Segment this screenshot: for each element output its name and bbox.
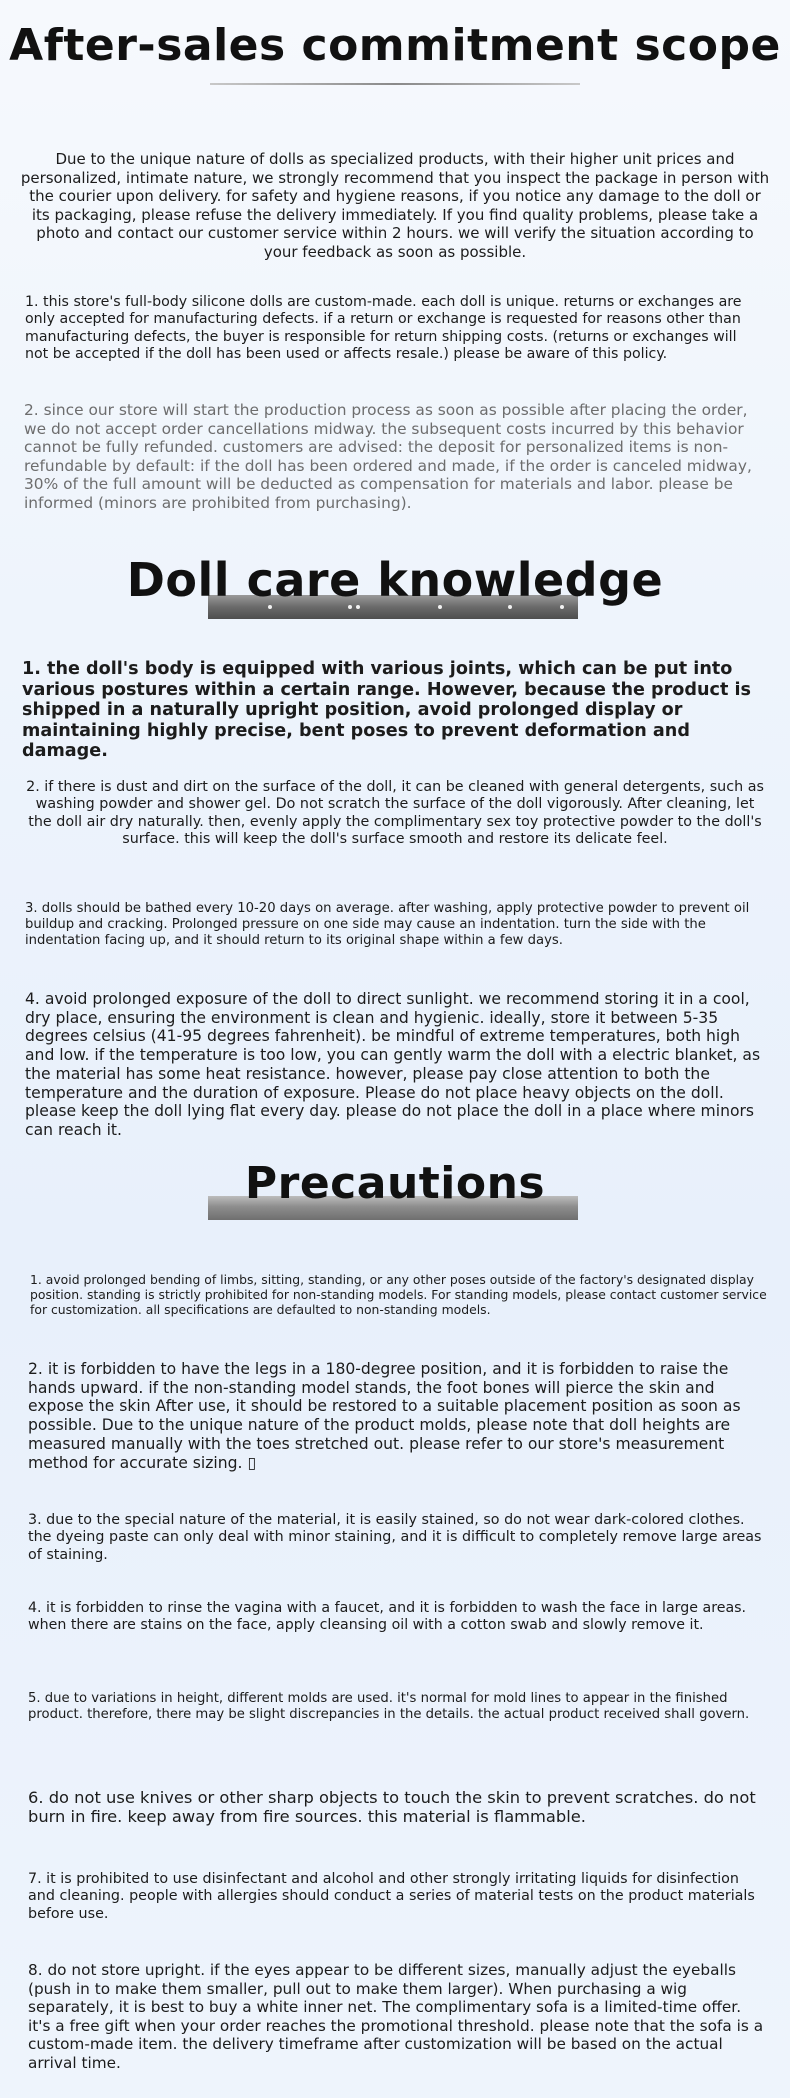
precaution-item-3: 3. due to the special nature of the material, it is easily stained, so do not wear dark-colored clothes. the dyeing paste can only deal with minor staining, and it is difficult to completely remove large areas of staining. [28, 1512, 762, 1563]
precautions-title: Precautions [244, 1158, 546, 1209]
precaution-item-2: 2. it is forbidden to have the legs in a 180-degree position, and it is forbidden to raise the hands upward. if the non-standing model stands, the foot bones will pierce the skin and expose the skin After use, it should be restored to a suitable placement position as soon as possible. Due to the unique nature of the product molds, please note that doll heights are measured manually with the toes stretched out. please refer to our store's measurement method for accurate sizing. ▯ [28, 1360, 741, 1472]
title-underline [210, 83, 580, 85]
care-item-3: 3. dolls should be bathed every 10-20 days on average. after washing, apply protective powder to prevent oil buildup and cracking. Prolonged pressure on one side may cause an indentation. turn the side with the indentation facing up, and it should return to its original shape within a few days. [25, 901, 750, 948]
precaution-item-7: 7. it is prohibited to use disinfectant and alcohol and other strongly irritating liquids for disinfection and cleaning. people with allergies should conduct a series of material tests on the product materials before use. [28, 1871, 755, 1922]
after-sales-item-1: 1. this store's full-body silicone dolls are custom-made. each doll is unique. returns or exchanges are only accepted for manufacturing defects. if a return or exchange is requested for reasons other than manufacturing defects, the buyer is responsible for return shipping costs. (returns or exchanges will not be accepted if the doll has been used or affects resale.) please be aware of this policy. [25, 294, 742, 363]
care-title: Doll care knowledge [126, 553, 664, 607]
care-item-4: 4. avoid prolonged exposure of the doll to direct sunlight. we recommend storing it in a cool, dry place, ensuring the environment is clean and hygienic. ideally, store it between 5-35 degrees celsius (41-95 degrees fahrenheit). be mindful of extreme temperatures, both high and low. if the temperature is too low, you can gently warm the doll with a electric blanket, as the material has some heat resistance. however, please pay close attention to both the temperature and the duration of exposure. Please do not place heavy objects on the doll. please keep the doll lying flat every day. please do not place the doll in a place where minors can reach it. [25, 990, 761, 1139]
care-item-1: 1. the doll's body is equipped with various joints, which can be put into various postures within a certain range. However, because the product is shipped in a naturally upright position, avoid prolonged display or maintaining highly precise, bent poses to prevent deformation and damage. [22, 659, 751, 762]
after-sales-title: After-sales commitment scope [9, 20, 781, 71]
precaution-item-5: 5. due to variations in height, different molds are used. it's normal for mold lines to appear in the finished product. therefore, there may be slight discrepancies in the details. the actual product received shall govern. [28, 1691, 750, 1722]
precaution-item-8: 8. do not store upright. if the eyes appear to be different sizes, manually adjust the eyeballs (push in to make them smaller, pull out to make them larger). When purchasing a wig separately, it is best to buy a white inner net. The complimentary sofa is a limited-time offer. it's a free gift when your order reaches the promotional threshold. please note that the sofa is a custom-made item. the delivery timeframe after customization will be based on the actual arrival time. [28, 1961, 764, 2072]
after-sales-item-2: 2. since our store will start the production process as soon as possible after placing the order, we do not accept order cancellations midway. the subsequent costs incurred by this behavior cannot be fully refunded. customers are advised: the deposit for personalized items is non-refundable by default: if the doll has been ordered and made, if the order is canceled midway, 30% of the full amount will be deducted as compensation for materials and labor. please be informed (minors are prohibited from purchasing). [24, 401, 752, 512]
care-item-2: 2. if there is dust and dirt on the surface of the doll, it can be cleaned with general detergents, such as washing powder and shower gel. Do not scratch the surface of the doll vigorously. After cleaning, let the doll air dry naturally. then, evenly apply the complimentary sex toy protective powder to the doll's surface. this will keep the doll's surface smooth and restore its delicate feel. [26, 779, 764, 848]
after-sales-intro: Due to the unique nature of dolls as specialized products, with their higher unit prices and personalized, intimate nature, we strongly recommend that you inspect the package in person with the courier upon delivery. for safety and hygiene reasons, if you notice any damage to the doll or its packaging, please refuse the delivery immediately. If you find quality problems, please take a photo and contact our customer service within 2 hours. we will verify the situation according to your feedback as soon as possible. [20, 150, 770, 261]
precaution-item-4: 4. it is forbidden to rinse the vagina with a faucet, and it is forbidden to wash the face in large areas. when there are stains on the face, apply cleansing oil with a cotton swab and slowly remove it. [28, 1600, 747, 1634]
precaution-item-1: 1. avoid prolonged bending of limbs, sitting, standing, or any other poses outside of the factory's designated display position. standing is strictly prohibited for non-standing models. For standing models, please contact customer service for customization. all specifications are defaulted to non-standing models. [30, 1272, 767, 1317]
precaution-item-6: 6. do not use knives or other sharp objects to touch the skin to prevent scratches. do not burn in fire. keep away from fire sources. this material is flammable. [28, 1788, 756, 1827]
